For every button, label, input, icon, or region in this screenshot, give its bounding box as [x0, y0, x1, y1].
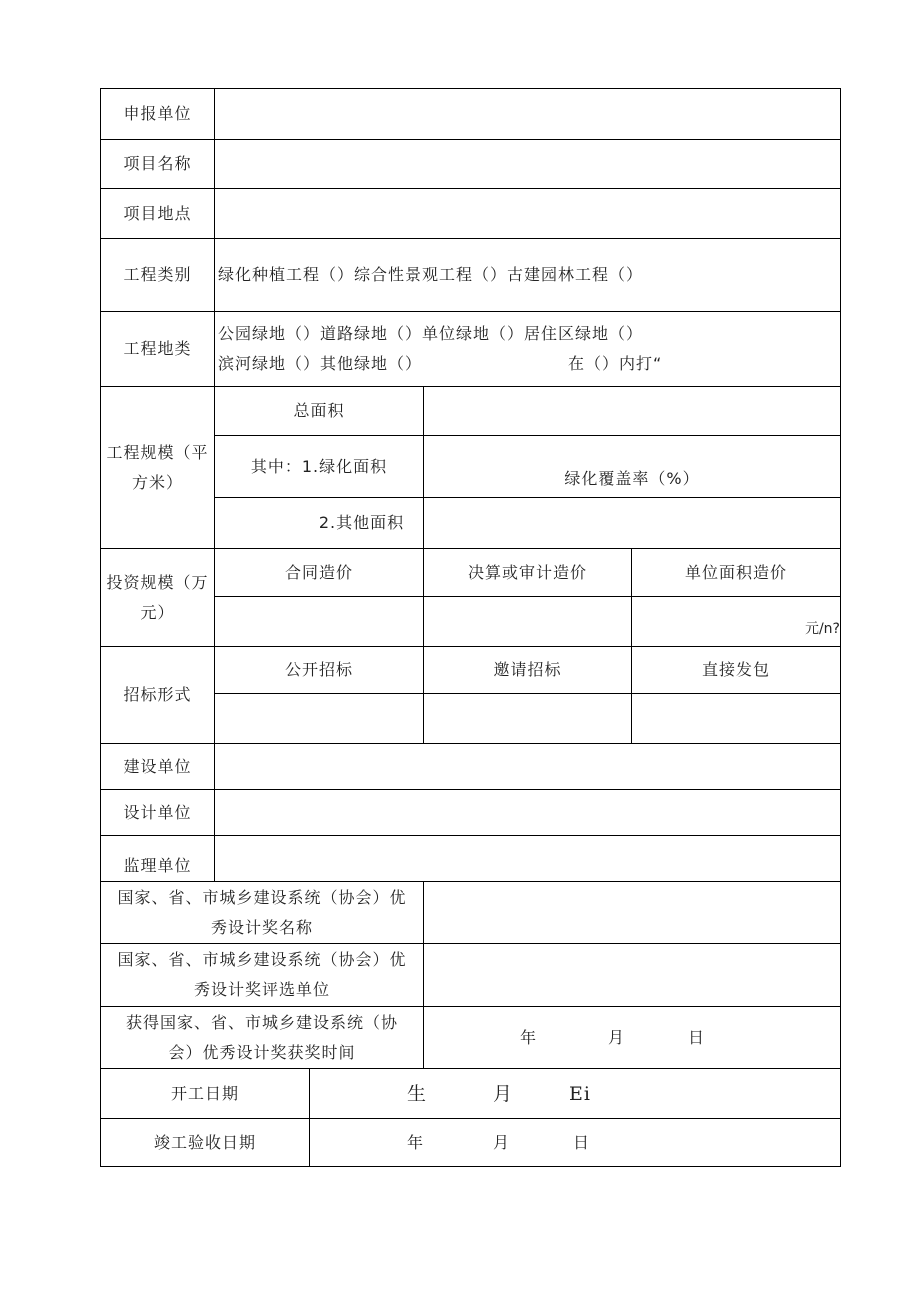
award-day: 日	[688, 1027, 706, 1047]
land-type-line1: 公园绿地（）道路绿地（）单位绿地（）居住区绿地（）	[218, 324, 644, 343]
supervisor-field[interactable]	[214, 835, 841, 881]
completion-month: 月	[493, 1132, 511, 1152]
invited-bid-field[interactable]	[423, 693, 631, 743]
completion-date-field[interactable]	[309, 1118, 841, 1167]
direct-contract-field[interactable]	[631, 693, 841, 743]
award-name-field[interactable]	[423, 881, 841, 943]
application-form	[100, 88, 841, 1167]
start-date-label: 开工日期	[100, 1068, 309, 1118]
completion-year: 年	[407, 1132, 425, 1152]
land-type-line2: 滨河绿地（）其他绿地（） 在（）内打“	[218, 354, 663, 373]
award-time-field[interactable]	[423, 1006, 841, 1068]
builder-label: 建设单位	[100, 743, 214, 789]
final-cost-field[interactable]	[423, 596, 631, 646]
land-type-note: 在（）内打“	[568, 354, 663, 373]
contract-cost-header: 合同造价	[214, 548, 423, 596]
award-year: 年	[520, 1027, 538, 1047]
open-bid-header: 公开招标	[214, 646, 423, 693]
other-area-label: 2.其他面积	[214, 497, 423, 548]
other-area-field[interactable]	[423, 497, 841, 548]
start-day: Ei	[569, 1082, 591, 1105]
applicant-label: 申报单位	[100, 88, 214, 139]
total-area-field[interactable]	[423, 386, 841, 435]
project-name-label: 项目名称	[100, 139, 214, 188]
green-area-label: 其中：1.绿化面积	[214, 435, 423, 497]
award-name-label: 国家、省、市城乡建设系统（协会）优 秀设计奖名称	[100, 881, 423, 943]
project-location-field[interactable]	[214, 188, 841, 238]
project-name-field[interactable]	[214, 139, 841, 188]
start-year: 生	[407, 1082, 428, 1105]
award-month: 月	[608, 1027, 626, 1047]
final-cost-header: 决算或审计造价	[423, 548, 631, 596]
project-location-label: 项目地点	[100, 188, 214, 238]
applicant-field[interactable]	[214, 88, 841, 139]
bidding-label: 招标形式	[100, 646, 214, 743]
land-type-options[interactable]	[214, 311, 841, 386]
award-org-label: 国家、省、市城乡建设系统（协会）优 秀设计奖评选单位	[100, 943, 423, 1006]
unit-cost-field[interactable]	[631, 596, 841, 646]
invited-bid-header: 邀请招标	[423, 646, 631, 693]
green-coverage-field[interactable]: 绿化覆盖率（%）	[423, 435, 841, 497]
contract-cost-field[interactable]	[214, 596, 423, 646]
start-month: 月	[493, 1082, 514, 1105]
direct-contract-header: 直接发包	[631, 646, 841, 693]
scale-label: 工程规模（平 方米）	[100, 386, 214, 548]
total-area-label: 总面积	[214, 386, 423, 435]
project-category-label: 工程类别	[100, 238, 214, 311]
start-date-field[interactable]	[309, 1068, 841, 1118]
award-time-label: 获得国家、省、市城乡建设系统（协 会）优秀设计奖获奖时间	[100, 1006, 423, 1068]
completion-day: 日	[573, 1132, 591, 1152]
award-org-field[interactable]	[423, 943, 841, 1006]
builder-field[interactable]	[214, 743, 841, 789]
land-type-label: 工程地类	[100, 311, 214, 386]
project-category-options[interactable]: 绿化种植工程（）综合性景观工程（）古建园林工程（）	[214, 238, 841, 311]
supervisor-label: 监理单位	[100, 835, 214, 881]
designer-field[interactable]	[214, 789, 841, 835]
investment-label: 投资规模（万 元）	[100, 548, 214, 646]
unit-cost-header: 单位面积造价	[631, 548, 841, 596]
open-bid-field[interactable]	[214, 693, 423, 743]
completion-date-label: 竣工验收日期	[100, 1118, 309, 1167]
designer-label: 设计单位	[100, 789, 214, 835]
unit-cost-unit: 元/n?	[804, 620, 840, 637]
